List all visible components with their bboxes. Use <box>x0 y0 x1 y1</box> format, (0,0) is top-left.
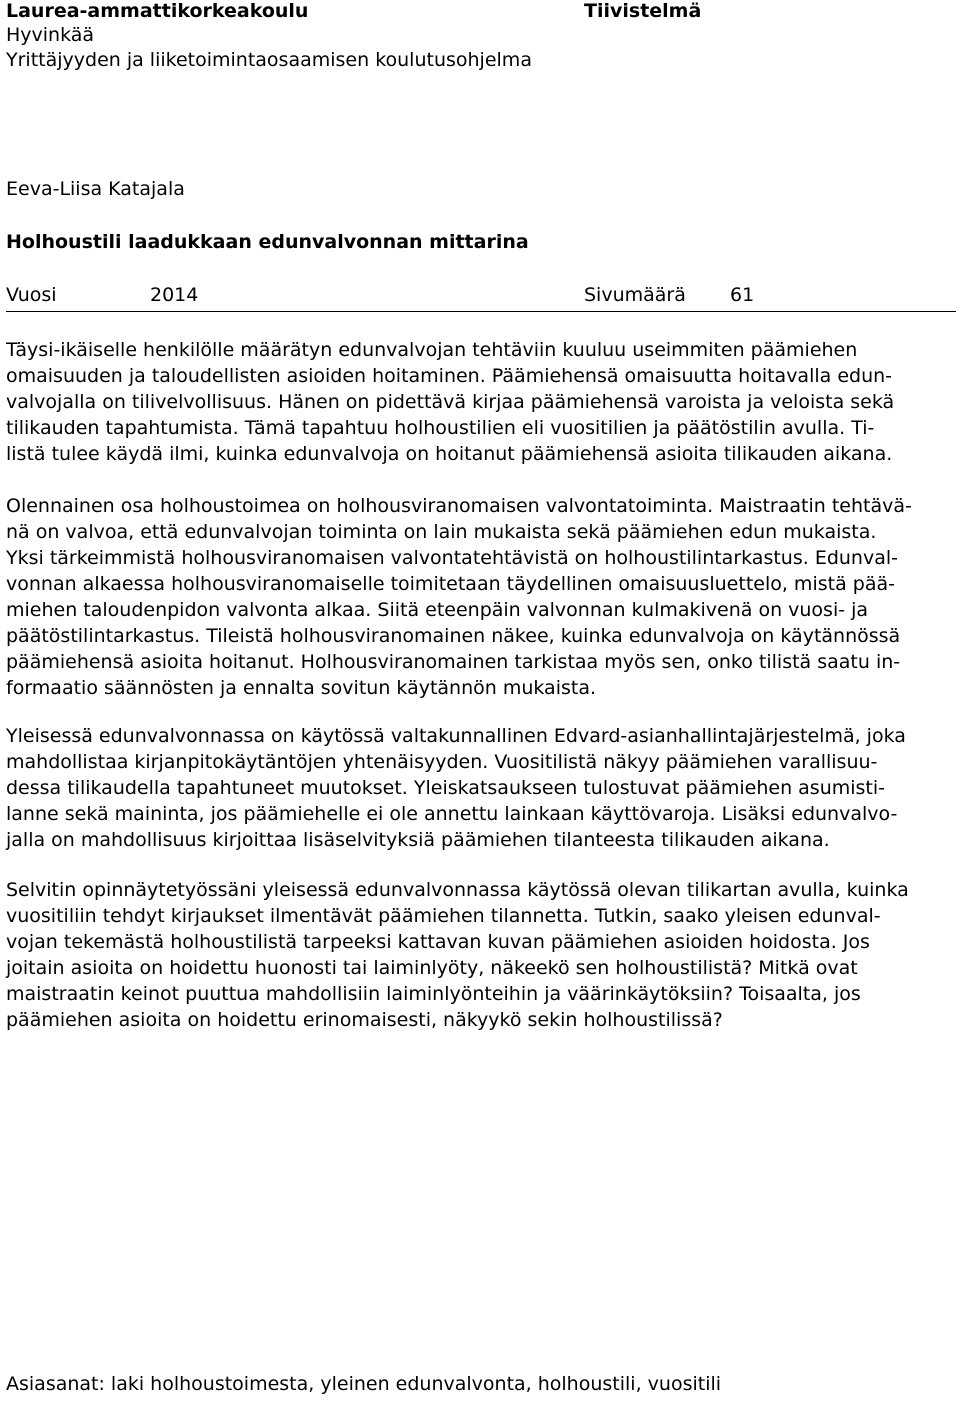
paragraph-line: Yksi tärkeimmistä holhousviranomaisen valvontatehtävistä on holhoustilintarkastus. Edunval- <box>6 547 898 569</box>
school-name: Laurea-ammattikorkeakoulu <box>6 0 309 22</box>
divider-line <box>6 311 956 312</box>
paragraph-line: miehen taloudenpidon valvonta alkaa. Siitä eteenpäin valvonnan kulmakivenä on vuosi- ja <box>6 599 869 621</box>
paragraph-line: listä tulee käydä ilmi, kuinka edunvalvoja on hoitanut päämiehensä asioita tilikauden aikana. <box>6 443 893 465</box>
year-value: 2014 <box>150 284 199 306</box>
abstract-paragraph-2 <box>6 493 952 701</box>
paragraph-line: omaisuuden ja taloudellisten asioiden hoitaminen. Päämiehensä omaisuutta hoitavalla edun- <box>6 365 893 387</box>
paragraph-line: formaatio säännösten ja ennalta sovitun käytännön mukaista. <box>6 677 597 699</box>
thesis-title: Holhoustili laadukkaan edunvalvonnan mittarina <box>6 231 529 253</box>
paragraph-line: Täysi-ikäiselle henkilölle määrätyn edunvalvojan tehtäviin kuuluu useimmiten päämiehen <box>6 339 858 361</box>
paragraph-line: tilikauden tapahtumista. Tämä tapahtuu holhoustilien eli vuositilien ja päätöstilin avulla. Ti- <box>6 417 875 439</box>
paragraph-line: Yleisessä edunvalvonnassa on käytössä valtakunnallinen Edvard-asianhallintajärjestelmä, joka <box>6 725 906 747</box>
campus-city: Hyvinkää <box>6 24 95 46</box>
paragraph-line: valvojalla on tilivelvollisuus. Hänen on pidettävä kirjaa päämiehensä varoista ja veloista sekä <box>6 391 895 413</box>
year-label: Vuosi <box>6 284 57 306</box>
abstract-paragraph-3 <box>6 723 952 853</box>
paragraph-line: lanne sekä maininta, jos päämiehelle ei ole annettu lainkaan käyttövaroja. Lisäksi edunvalvo- <box>6 803 898 825</box>
paragraph-line: Olennainen osa holhoustoimea on holhousviranomaisen valvontatoiminta. Maistraatin tehtävä- <box>6 495 912 517</box>
paragraph-line: Selvitin opinnäytetyössäni yleisessä edunvalvonnassa käytössä olevan tilikartan avulla, kuinka <box>6 879 909 901</box>
paragraph-line: päämiehen asioita on hoidettu erinomaisesti, näkyykö sekin holhoustilissä? <box>6 1009 723 1031</box>
author-name: Eeva-Liisa Katajala <box>6 178 185 200</box>
keywords-line: Asiasanat: laki holhoustoimesta, yleinen edunvalvonta, holhoustili, vuositili <box>6 1373 722 1395</box>
paragraph-line: vuositiliin tehdyt kirjaukset ilmentävät päämiehen tilannetta. Tutkin, saako yleisen edunval- <box>6 905 881 927</box>
paragraph-line: joitain asioita on hoidettu huonosti tai laiminlyöty, näkeekö sen holhoustilistä? Mitkä ovat <box>6 957 858 979</box>
paragraph-line: mahdollistaa kirjanpitokäytäntöjen yhtenäisyyden. Vuositilistä näkyy päämiehen varallisuu- <box>6 751 878 773</box>
paragraph-line: vojan tekemästä holhoustilistä tarpeeksi kattavan kuvan päämiehen asioiden hoidosta. Jos <box>6 931 870 953</box>
paragraph-line: päämiehensä asioita hoitanut. Holhousviranomainen tarkistaa myös sen, onko tilistä saatu in- <box>6 651 901 673</box>
degree-program: Yrittäjyyden ja liiketoimintaosaamisen koulutusohjelma <box>6 49 532 71</box>
paragraph-line: nä on valvoa, että edunvalvojan toiminta on lain mukaista sekä päämiehen edun mukaista. <box>6 521 877 543</box>
page-count-value: 61 <box>730 284 755 306</box>
abstract-paragraph-1 <box>6 337 952 467</box>
page-count-label: Sivumäärä <box>584 284 686 306</box>
document-type-label: Tiivistelmä <box>584 0 702 22</box>
paragraph-line: päätöstilintarkastus. Tileistä holhousviranomainen näkee, kuinka edunvalvoja on käytännössä <box>6 625 901 647</box>
paragraph-line: vonnan alkaessa holhousviranomaiselle toimitetaan täydellinen omaisuusluettelo, mistä pää- <box>6 573 895 595</box>
paragraph-line: jalla on mahdollisuus kirjoittaa lisäselvityksiä päämiehen tilanteesta tilikauden aikana. <box>6 829 830 851</box>
paragraph-line: maistraatin keinot puuttua mahdollisiin laiminlyönteihin ja väärinkäytöksiin? Toisaalta, jos <box>6 983 861 1005</box>
paragraph-line: dessa tilikaudella tapahtuneet muutokset. Yleiskatsaukseen tulostuvat päämiehen asumisti- <box>6 777 886 799</box>
abstract-paragraph-4 <box>6 877 952 1033</box>
